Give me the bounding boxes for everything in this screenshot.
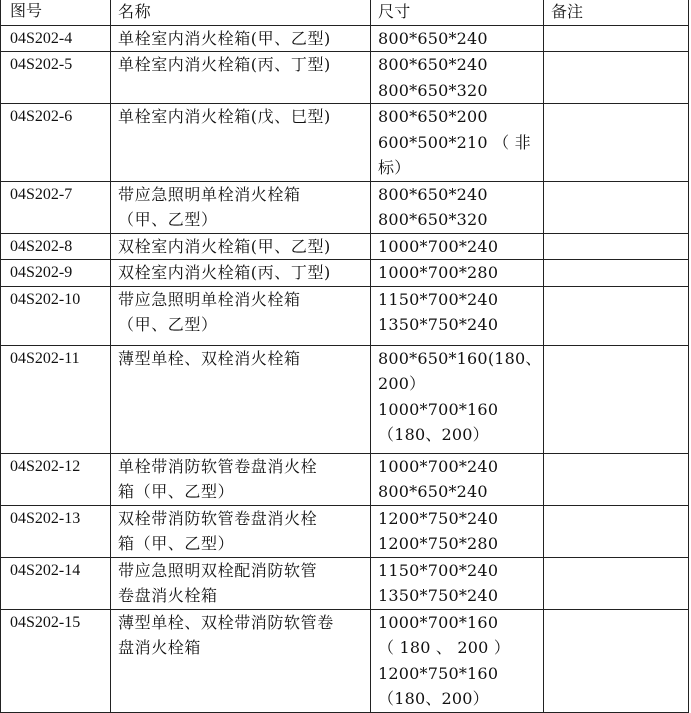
dimension-cell (371, 104, 544, 182)
item-name-cell (111, 181, 371, 233)
drawing-code-cell: 04S202-8 (1, 233, 111, 260)
dimension-line: 1150*700*240 (378, 560, 499, 580)
item-name-line: 带应急照明单栓消火栓箱 (118, 184, 301, 204)
drawing-code-cell: 04S202-7 (1, 181, 111, 233)
dimension-line: 800*650*160(180、 (378, 348, 542, 368)
remark-cell (544, 233, 689, 260)
dimension-line: 1000*700*160 (378, 612, 499, 632)
drawing-code-cell: 04S202-5 (1, 52, 111, 104)
dimension-line: 1150*700*240 (378, 289, 499, 309)
dimension-line: （180、200） (378, 425, 489, 444)
drawing-code-cell: 04S202-9 (1, 260, 111, 287)
dimension-line: 1350*750*240 (378, 315, 499, 334)
table-row (1, 609, 689, 712)
item-name-line: 单栓室内消火栓箱(戊、巳型) (118, 107, 331, 126)
dimension-line: 800*650*240 (378, 28, 488, 48)
header-code: 图号 (1, 0, 111, 25)
remark-cell (544, 286, 689, 345)
item-name-line: 带应急照明双栓配消防软管 (118, 560, 318, 580)
dimension-line: 1000*700*240 (378, 236, 499, 256)
item-name-line: 薄型单栓、双栓带消防软管卷 (118, 612, 334, 632)
item-name-line: 双栓室内消火栓箱(甲、乙型) (118, 236, 331, 256)
item-name-cell (111, 453, 371, 505)
dimension-cell (371, 453, 544, 505)
item-name-cell (111, 557, 371, 609)
remark-cell (544, 505, 689, 557)
item-name-line: 双栓带消防软管卷盘消火栓 (118, 508, 318, 528)
item-name-line: 箱（甲、乙型） (118, 482, 235, 501)
dimension-line: 800*650*320 (378, 80, 488, 100)
dimension-line: （ 180 、 200 ） (378, 638, 511, 657)
remark-cell (544, 557, 689, 609)
dimension-line: 1000*700*240 (378, 456, 499, 476)
table-row (1, 286, 689, 345)
remark-cell (544, 453, 689, 505)
table-row (1, 52, 689, 104)
dimension-cell (371, 25, 544, 52)
item-name-line: 带应急照明单栓消火栓箱 (118, 289, 301, 309)
table-row (1, 25, 689, 52)
item-name-line: 单栓室内消火栓箱(丙、丁型) (118, 55, 331, 74)
dimension-cell (371, 505, 544, 557)
item-name-line: 双栓室内消火栓箱(丙、丁型) (118, 263, 331, 282)
item-name-cell (111, 25, 371, 52)
header-row (1, 0, 689, 25)
table-row (1, 104, 689, 182)
item-name-line: 薄型单栓、双栓消火栓箱 (118, 348, 301, 368)
table-body (1, 25, 689, 712)
drawing-code-cell: 04S202-10 (1, 286, 111, 345)
dimension-line: 600*500*210 （ 非 (378, 132, 531, 152)
item-name-line: 箱（甲、乙型） (118, 534, 235, 553)
dimension-cell (371, 52, 544, 104)
dimension-cell (371, 609, 544, 712)
dimension-cell (371, 557, 544, 609)
remark-cell (544, 345, 689, 453)
item-name-line: 单栓室内消火栓箱(甲、乙型) (118, 28, 331, 48)
dimension-cell (371, 286, 544, 345)
dimension-cell (371, 181, 544, 233)
item-name-cell (111, 286, 371, 345)
drawing-code-cell: 04S202-6 (1, 104, 111, 182)
dimension-line: 800*650*240 (378, 55, 488, 74)
item-name-cell (111, 260, 371, 287)
dimension-line: 200） (378, 374, 426, 393)
item-name-cell (111, 609, 371, 712)
dimension-line: 1200*750*160 (378, 663, 499, 683)
table-row (1, 557, 689, 609)
table-row (1, 260, 689, 287)
item-name-cell (111, 233, 371, 260)
table-row (1, 453, 689, 505)
item-name-cell (111, 345, 371, 453)
drawing-code-cell: 04S202-4 (1, 25, 111, 52)
remark-cell (544, 609, 689, 712)
dimension-line: （180、200） (378, 689, 489, 708)
item-name-line: 卷盘消火栓箱 (118, 586, 218, 605)
dimension-line: 1000*700*160 (378, 399, 499, 419)
dimension-line: 1200*750*280 (378, 534, 499, 553)
remark-cell (544, 52, 689, 104)
dimension-line: 1350*750*240 (378, 586, 499, 605)
remark-cell (544, 25, 689, 52)
drawing-code-cell: 04S202-15 (1, 609, 111, 712)
remark-cell (544, 181, 689, 233)
item-name-cell (111, 52, 371, 104)
item-name-cell (111, 104, 371, 182)
item-name-line: （甲、乙型） (118, 210, 218, 229)
dimension-line: 1000*700*280 (378, 263, 499, 282)
drawing-code-cell: 04S202-13 (1, 505, 111, 557)
table-row (1, 505, 689, 557)
header-size: 尺寸 (371, 0, 544, 25)
item-name-line: 盘消火栓箱 (118, 638, 202, 657)
dimension-line: 800*650*240 (378, 184, 488, 204)
header-remark: 备注 (544, 0, 689, 25)
item-name-cell (111, 505, 371, 557)
dimension-line: 800*650*240 (378, 482, 488, 501)
dimension-line: 800*650*200 (378, 107, 488, 126)
remark-cell (544, 260, 689, 287)
table-row (1, 345, 689, 453)
drawing-code-cell: 04S202-14 (1, 557, 111, 609)
table-row (1, 233, 689, 260)
table-row (1, 181, 689, 233)
dimension-line: 1200*750*240 (378, 508, 499, 528)
item-name-line: （甲、乙型） (118, 315, 218, 334)
header-name: 名称 (111, 0, 371, 25)
dimension-cell (371, 260, 544, 287)
dimension-cell (371, 345, 544, 453)
dimension-line: 标） (378, 158, 411, 177)
table-header (1, 0, 689, 25)
item-name-line: 单栓带消防软管卷盘消火栓 (118, 456, 318, 476)
dimension-line: 800*650*320 (378, 210, 488, 229)
remark-cell (544, 104, 689, 182)
dimension-cell (371, 233, 544, 260)
drawing-code-cell: 04S202-12 (1, 453, 111, 505)
drawing-code-cell: 04S202-11 (1, 345, 111, 453)
